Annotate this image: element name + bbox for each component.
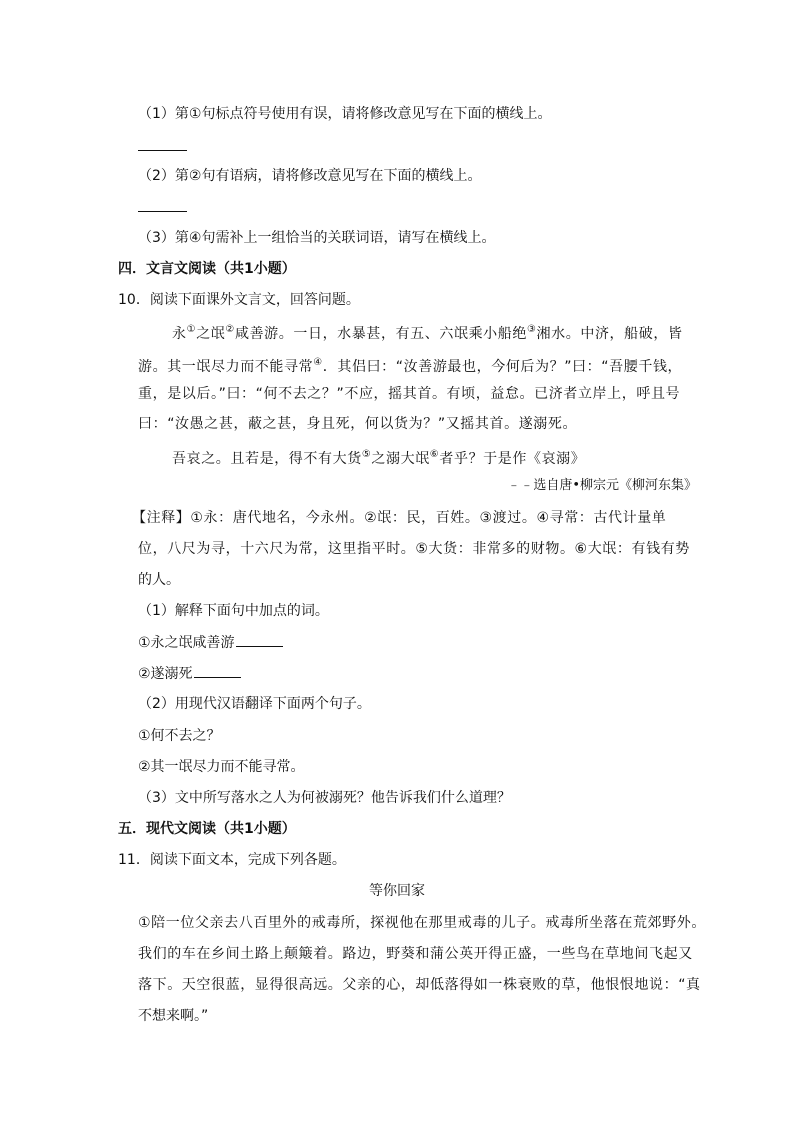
sub-question-1: （1）解释下面句中加点的词。	[138, 603, 329, 619]
answer-blank-1b[interactable]	[194, 663, 241, 678]
passage-source: ﹣﹣选自唐•柳宗元《柳河东集》	[507, 478, 697, 493]
answer-line-2[interactable]	[138, 211, 187, 212]
sub-question-2b: ②其一氓尽力而不能寻常。	[138, 759, 305, 775]
section3-q2: （2）第②句有语病，请将修改意见写在下面的横线上。	[138, 168, 482, 184]
section3-q1: （1）第①句标点符号使用有误，请将修改意见写在下面的横线上。	[138, 106, 552, 122]
passage-line-5: 吾哀之。且若是，得不有大货⑤之溺大氓⑥者乎？于是作《哀溺》	[172, 449, 586, 467]
article-title: 等你回家	[369, 883, 425, 899]
sub-question-2: （2）用现代汉语翻译下面两个句子。	[138, 696, 371, 712]
passage-line-2: 游。其一氓尽力而不能寻常④．其侣曰：“汝善游最也，今何后为？”曰：“吾腰千钱，	[138, 357, 683, 375]
notes-line-2: 位，八尺为寻，十六尺为常，这里指平时。⑤大货：非常多的财物。⑥大氓：有钱有势	[138, 541, 690, 557]
article-line-4: 不想来啊。”	[138, 1008, 209, 1024]
passage-line-3: 重，是以后。”曰：“何不去之？”不应，摇其首。有顷，益怠。已济者立岸上，呼且号	[138, 386, 681, 402]
passage-line-4: 曰：“汝愚之甚，蔽之甚，身且死，何以货为？”又摇其首。遂溺死。	[138, 416, 578, 432]
notes-line-1: 【注释】①永：唐代地名，今永州。②氓：民，百姓。③渡过。④寻常：古代计量单	[132, 510, 667, 526]
answer-blank-1a[interactable]	[236, 632, 283, 647]
sub-question-1a: ①永之氓咸善游	[138, 632, 283, 653]
sub-question-3: （3）文中所写落水之人为何被溺死？他告诉我们什么道理？	[138, 790, 511, 806]
passage-line-1: 永①之氓②咸善游。一日，水暴甚，有五、六氓乘小船绝③湘水。中济，船破，皆	[172, 324, 683, 342]
sub-question-2a: ①何不去之？	[138, 728, 221, 744]
article-line-1: ①陪一位父亲去八百里外的戒毒所，探视他在那里戒毒的儿子。戒毒所坐落在荒郊野外。	[138, 915, 706, 931]
question-11: 11．阅读下面文本，完成下列各题。	[118, 852, 346, 868]
notes-line-3: 的人。	[138, 572, 180, 588]
article-line-3: 落下。天空很蓝，显得很高远。父亲的心，却低落得如一株衰败的草，他恨恨地说：“真	[138, 977, 701, 993]
section4-heading: 四．文言文阅读（共1小题）	[118, 261, 296, 277]
section5-heading: 五．现代文阅读（共1小题）	[118, 821, 296, 837]
article-line-2: 我们的车在乡间土路上颠簸着。路边，野葵和蒲公英开得正盛，一些鸟在草地间飞起又	[138, 946, 693, 962]
answer-line-1[interactable]	[138, 150, 187, 151]
section3-q3: （3）第④句需补上一组恰当的关联词语，请写在横线上。	[138, 230, 496, 246]
question-10: 10．阅读下面课外文言文，回答问题。	[118, 292, 360, 308]
sub-question-1b: ②遂溺死	[138, 663, 241, 684]
